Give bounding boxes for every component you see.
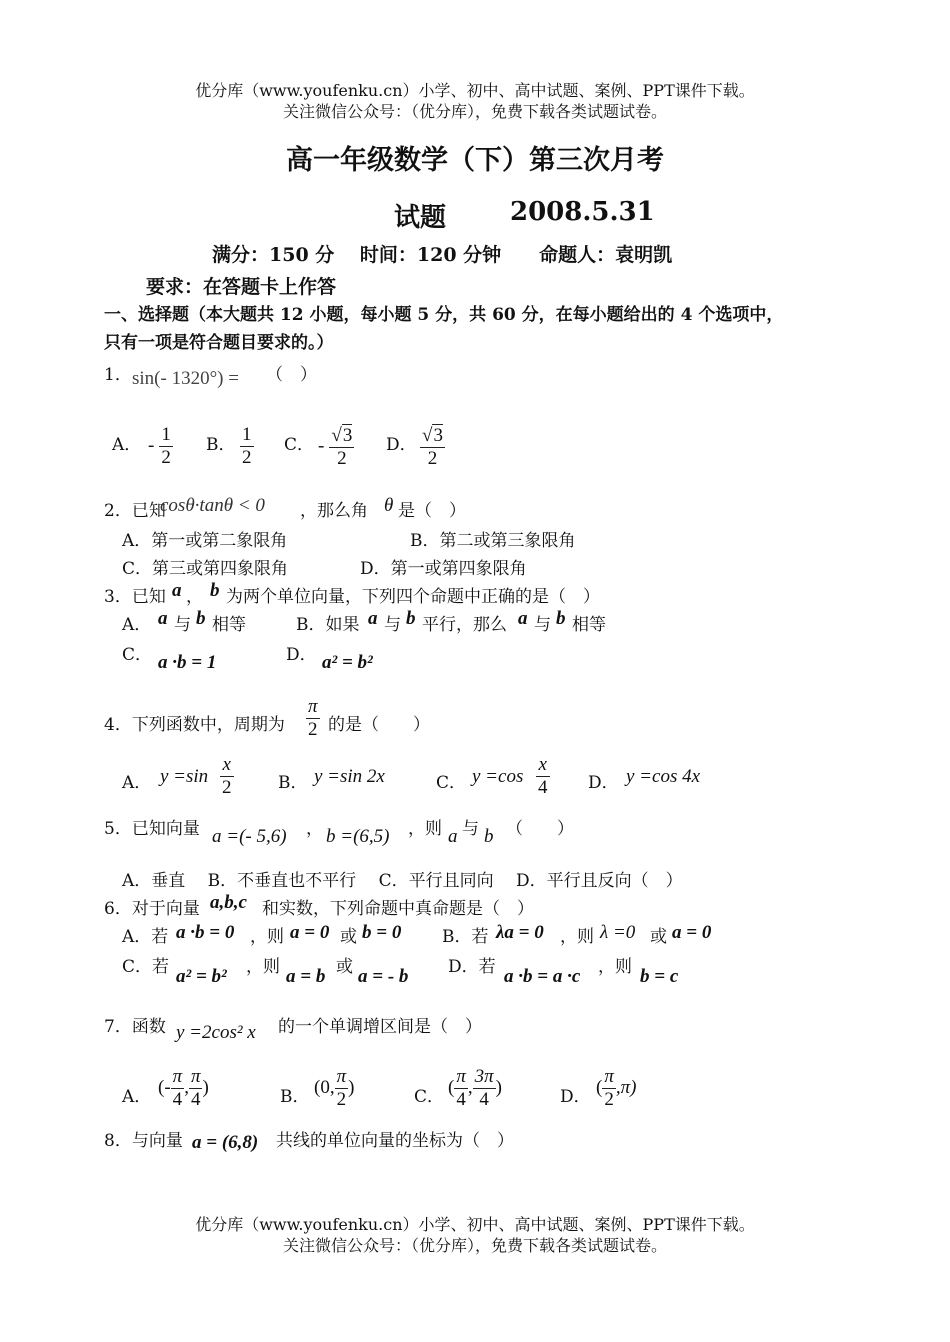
q3-option-b-vec-b2: b: [556, 608, 566, 629]
q5-stem-start: 5．已知向量: [104, 819, 200, 839]
q7-stem-start: 7．函数: [104, 1017, 166, 1037]
numerator: 1: [161, 424, 171, 445]
q4-option-b-expr: y =sin 2x: [314, 766, 385, 787]
q1-number: 1．: [104, 365, 132, 385]
q3-option-c-label: C．: [122, 645, 153, 665]
q6-option-d-expr: a ·b = a ·c: [504, 966, 581, 987]
q6-option-b-or: 或: [650, 927, 667, 947]
q3-option-b-vec-b: b: [406, 608, 416, 629]
q7-stem-end: 的一个单调增区间是（ ）: [278, 1017, 482, 1037]
denominator: 2: [336, 1089, 347, 1110]
q6-option-a-expr: a ·b = 0: [176, 922, 235, 943]
q4-option-a-expr: y =sin: [160, 766, 209, 787]
q4-option-a-frac: [220, 754, 234, 799]
header-line-1: 优分库（www.youfenku.cn）小学、初中、高中试题、案例、PPT课件下载。: [195, 81, 755, 100]
q3-option-b-vec-a2: a: [518, 608, 528, 629]
q5-vector-b-expr: b =(6,5): [326, 826, 390, 847]
numerator: π: [172, 1066, 183, 1087]
footer-line-1: 优分库（www.youfenku.cn）小学、初中、高中试题、案例、PPT课件下载。: [195, 1215, 755, 1234]
fraction: [602, 1066, 616, 1111]
q3-stem-start: 3．已知: [104, 587, 166, 607]
denominator: 4: [479, 1089, 489, 1110]
minus-sign: -: [318, 435, 325, 457]
q1-option-a-value: [148, 424, 173, 469]
q2-stem-start: 2．已知: [104, 501, 166, 521]
q7-option-d-interval: [596, 1066, 636, 1111]
radicand: 3: [433, 425, 443, 446]
q6-option-a-or: 或: [340, 927, 357, 947]
q4-option-c-label: C．: [436, 773, 467, 793]
numerator: π: [190, 1066, 201, 1087]
q3-option-c-expr: a ·b = 1: [158, 652, 217, 673]
section-heading-line-1: 一、选择题（本大题共 12 小题，每小题 5 分，共 60 分，在每小题给出的 4 个选项中，: [104, 305, 784, 325]
q5-b: b: [484, 826, 494, 847]
comma: ,: [467, 1077, 473, 1098]
q2-stem-end: 是（ ）: [398, 501, 466, 521]
q6-option-c-r1: a = b: [286, 966, 326, 987]
q6-option-b-r1: λ =0: [600, 922, 636, 943]
q7-option-a-interval: [158, 1066, 209, 1111]
q6-option-c-label: C．若: [122, 957, 170, 977]
q4-period: [306, 696, 320, 741]
q4-option-d-label: D．: [588, 773, 619, 793]
denominator: 4: [538, 777, 548, 798]
fraction: [335, 1066, 349, 1111]
denominator: 4: [172, 1089, 183, 1110]
q5-stem-mid: ，则: [408, 819, 442, 839]
fraction: [329, 424, 354, 470]
fraction: [306, 696, 320, 741]
q6-option-d-r1: b = c: [640, 966, 679, 987]
q3-option-a-label: A．: [122, 615, 152, 635]
denominator: 2: [337, 448, 347, 469]
denominator: 2: [161, 447, 171, 468]
q7-option-a-label: A．: [122, 1087, 152, 1107]
q3-vector-a: a: [172, 580, 182, 601]
q6-option-d-mid: ，则: [598, 957, 632, 977]
q3-vector-b: b: [210, 580, 220, 601]
q6-option-c-expr: a² = b²: [176, 966, 227, 987]
q6-option-c-mid: ，则: [246, 957, 280, 977]
q3-option-b-mid: 与: [384, 615, 401, 635]
fraction: [536, 754, 550, 799]
q3-option-a-vec-b: b: [196, 608, 206, 629]
numerator: √3: [422, 425, 443, 446]
numerator: 3π: [474, 1066, 494, 1087]
q7-option-c-label: C．: [414, 1087, 445, 1107]
q4-stem-end: 的是（ ）: [328, 715, 430, 735]
q7-option-d-label: D．: [560, 1087, 591, 1107]
q5-options: A．垂直 B．不垂直也不平行 C．平行且同向 D．平行且反向（ ）: [122, 871, 683, 891]
q6-option-b-mid: ，则: [560, 927, 594, 947]
q5-paren: （ ）: [506, 819, 574, 839]
paren: ): [495, 1077, 502, 1098]
denominator: 2: [427, 448, 438, 469]
paren: (0,: [314, 1077, 335, 1098]
denominator: 2: [222, 777, 232, 798]
q5-separator: ，: [306, 819, 323, 839]
radicand: 3: [342, 425, 353, 446]
q4-stem-start: 4．下列函数中，周期为: [104, 715, 285, 735]
q2-option-d: D．第一或第四象限角: [360, 559, 527, 579]
denominator: 2: [308, 719, 318, 740]
footer-line-2: 关注微信公众号：（优分库），免费下载各类试题试卷。: [282, 1236, 667, 1255]
q4-option-c-frac: [536, 754, 550, 799]
denominator: 4: [456, 1089, 466, 1110]
q1-option-d-label: D．: [386, 435, 417, 455]
q3-option-b-mid2: 与: [534, 615, 551, 635]
q3-option-d-expr: a² = b²: [322, 652, 373, 673]
q1-option-a-label: A．: [112, 435, 142, 455]
fraction: [454, 1066, 468, 1111]
exam-info: 满分：150 分 时间：120 分钟 命题人：袁明凯: [212, 244, 673, 266]
q4-option-b-label: B．: [278, 773, 308, 793]
q1-option-c-value: [318, 424, 354, 470]
exam-date: 2008.5.31: [510, 197, 655, 227]
denominator: 2: [242, 447, 252, 468]
q2-expression: cosθ·tanθ < 0: [160, 495, 265, 516]
fraction: [240, 424, 254, 469]
fraction: [220, 754, 234, 799]
q6-vectors: a,b,c: [210, 892, 247, 913]
q3-option-b-end: 相等: [572, 615, 606, 635]
section-heading-line-2: 只有一项是符合题目要求的。）: [104, 333, 334, 353]
q6-stem-end: 和实数，下列命题中真命题是（ ）: [262, 899, 534, 919]
q5-vector-a-expr: a =(- 5,6): [212, 826, 287, 847]
q2-option-c: C．第三或第四象限角: [122, 559, 289, 579]
header-line-2: 关注微信公众号：（优分库），免费下载各类试题试卷。: [282, 102, 667, 121]
q3-option-b-post: 平行，那么: [422, 615, 507, 635]
q2-theta: θ: [384, 495, 394, 516]
numerator: π: [456, 1066, 466, 1087]
q3-option-d-label: D．: [286, 645, 317, 665]
q5-mid: 与: [462, 819, 479, 839]
q3-stem-end: 为两个单位向量，下列四个命题中正确的是（ ）: [226, 587, 600, 607]
q3-option-a-end: 相等: [212, 615, 246, 635]
q1-option-b-value: [240, 424, 254, 469]
numerator: π: [308, 696, 318, 717]
paren: ): [202, 1077, 209, 1098]
q1-option-c-label: C．: [284, 435, 315, 455]
q5-a: a: [448, 826, 458, 847]
q7-option-c-interval: [448, 1066, 502, 1111]
numerator: √3: [331, 425, 353, 446]
q3-option-b-vec-a: a: [368, 608, 378, 629]
numerator: π: [336, 1066, 347, 1087]
interval-end: ,π): [615, 1077, 637, 1098]
q7-expression: y =2cos² x: [176, 1022, 256, 1043]
exam-subtitle-label: 试题: [394, 203, 447, 233]
q6-option-c-or: 或: [336, 957, 353, 977]
q6-option-b-label: B．若: [442, 927, 489, 947]
q4-option-a-label: A．: [122, 773, 152, 793]
numerator: x: [536, 754, 550, 777]
q8-stem-end: 共线的单位向量的坐标为（ ）: [276, 1131, 514, 1151]
q6-stem-start: 6．对于向量: [104, 899, 200, 919]
q3-option-a-mid: 与: [174, 615, 191, 635]
exam-requirement: 要求：在答题卡上作答: [146, 276, 337, 298]
q7-option-b-interval: [314, 1066, 354, 1111]
q6-option-a-r1: a = 0: [290, 922, 330, 943]
fraction: [189, 1066, 203, 1111]
comma: ,: [184, 1077, 189, 1098]
paren: ): [348, 1077, 355, 1098]
fraction: [159, 424, 173, 469]
q6-option-d-label: D．若: [448, 957, 496, 977]
q1-expression: sin(- 1320°) =: [132, 368, 239, 389]
numerator: π: [604, 1066, 614, 1087]
minus-sign: -: [148, 435, 155, 456]
q4-option-d-expr: y =cos 4x: [626, 766, 701, 787]
q4-option-c-expr: y =cos: [472, 766, 524, 787]
q6-option-a-label: A．若: [122, 927, 169, 947]
q6-option-c-r2: a = - b: [358, 966, 409, 987]
paren: (: [448, 1077, 455, 1098]
q1-paren: （ ）: [266, 365, 317, 385]
q3-separator: ，: [186, 587, 203, 607]
q6-option-b-r2: a = 0: [672, 922, 712, 943]
q8-stem-start: 8．与向量: [104, 1131, 183, 1151]
fraction: [420, 424, 445, 470]
q2-stem-mid: ，那么角: [300, 501, 368, 521]
fraction: [171, 1066, 185, 1111]
q3-option-a-vec-a: a: [158, 608, 168, 629]
q8-expression: a = (6,8): [192, 1132, 259, 1153]
q1-option-d-value: [420, 424, 445, 470]
numerator: x: [220, 754, 234, 777]
q6-option-b-expr: λa = 0: [496, 922, 544, 943]
q2-option-a: A．第一或第二象限角: [122, 531, 288, 551]
fraction: [473, 1066, 496, 1111]
denominator: 4: [190, 1089, 201, 1110]
denominator: 2: [604, 1089, 614, 1110]
exam-title: 高一年级数学（下）第三次月考: [286, 145, 664, 176]
q6-option-a-r2: b = 0: [362, 922, 402, 943]
q1-option-b-label: B．: [206, 435, 236, 455]
paren: (: [158, 1077, 165, 1098]
q7-option-b-label: B．: [280, 1087, 310, 1107]
q3-option-b-label: B．如果: [296, 615, 360, 635]
q2-option-b: B．第二或第三象限角: [410, 531, 576, 551]
minus-sign: -: [164, 1077, 171, 1098]
numerator: 1: [242, 424, 252, 445]
paren: (: [596, 1077, 603, 1098]
q6-option-a-mid: ，则: [250, 927, 284, 947]
